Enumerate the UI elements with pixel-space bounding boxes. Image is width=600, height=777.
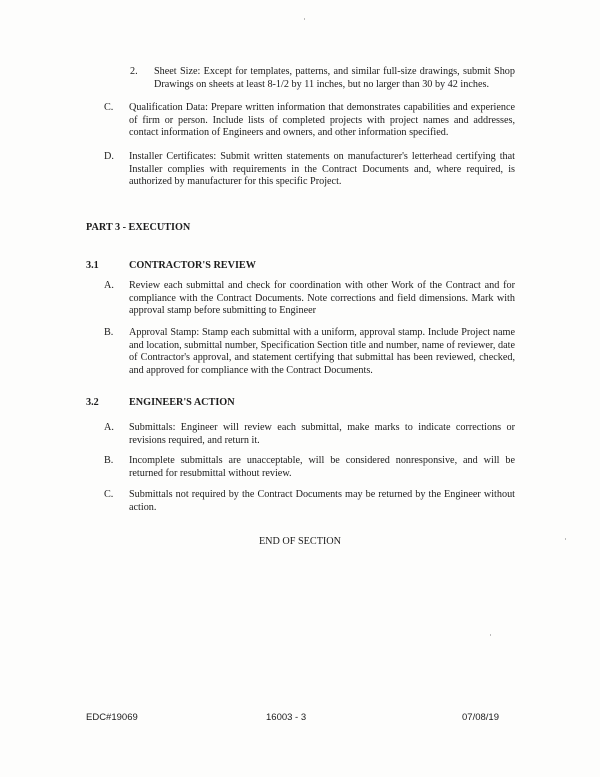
section-title: ENGINEER'S ACTION xyxy=(129,397,235,408)
item-label: B. xyxy=(104,455,114,466)
contractor-review-paragraph: Review each submittal and check for coordination with other Work of the Contract and for compliance with the Contract Documents. Note corrections and field dimensions. Mark with approval stamp before submitting to Engineer xyxy=(129,280,515,317)
scan-speck xyxy=(565,538,566,540)
scan-speck xyxy=(304,18,305,20)
item-label: A. xyxy=(104,280,114,291)
footer-date: 07/08/19 xyxy=(462,712,499,723)
item-label: C. xyxy=(104,489,114,500)
scan-speck xyxy=(490,634,491,636)
installer-certificates-paragraph: Installer Certificates: Submit written statements on manufacturer's letterhead certifying that Installer complies with requirements in the Contract Documents and, where required, is authorized by manufacturer for this specific Project. xyxy=(129,151,515,188)
end-of-section: END OF SECTION xyxy=(258,536,342,547)
footer-doc-id: EDC#19069 xyxy=(86,712,138,723)
part-heading: PART 3 - EXECUTION xyxy=(86,222,191,233)
incomplete-submittals-paragraph: Incomplete submittals are unacceptable, will be considered nonresponsive, and will be returned for resubmittal without review. xyxy=(129,455,515,479)
item-label: C. xyxy=(104,102,114,113)
section-number: 3.2 xyxy=(86,397,99,408)
qualification-data-paragraph: Qualification Data: Prepare written information that demonstrates capabilities and experience of firm or person. Include lists of completed projects with project names and addresses, contact information of Engineers and owners, and other information specified. xyxy=(129,102,515,139)
item-label: B. xyxy=(104,327,114,338)
item-label: 2. xyxy=(130,66,138,77)
sheet-size-paragraph: Sheet Size: Except for templates, patterns, and similar full-size drawings, submit Shop Drawings on sheets at least 8-1/2 by 11 inches, but no larger than 30 by 42 inches. xyxy=(154,66,515,90)
submittals-paragraph: Submittals: Engineer will review each submittal, make marks to indicate corrections or revisions required, and return it. xyxy=(129,422,515,446)
footer-page-number: 16003 - 3 xyxy=(266,712,307,723)
section-title: CONTRACTOR'S REVIEW xyxy=(129,260,256,271)
item-label: A. xyxy=(104,422,114,433)
approval-stamp-paragraph: Approval Stamp: Stamp each submittal with a uniform, approval stamp. Include Project name and location, submittal number, Specification Section title and number, name of reviewer, date of Contractor's approval, and statement certifying that submittal has been reviewed, checked, and approved for compliance with the Contract Documents. xyxy=(129,327,515,376)
section-number: 3.1 xyxy=(86,260,99,271)
item-label: D. xyxy=(104,151,114,162)
not-required-submittals-paragraph: Submittals not required by the Contract Documents may be returned by the Engineer without action. xyxy=(129,489,515,513)
